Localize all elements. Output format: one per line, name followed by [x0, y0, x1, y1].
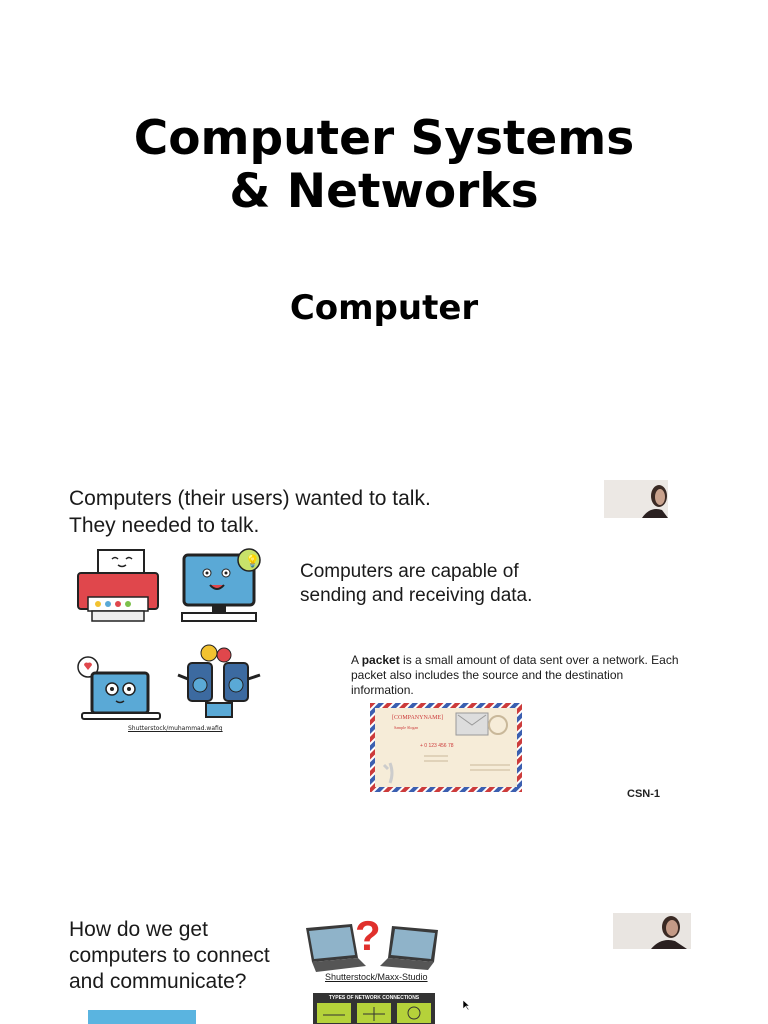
laptop-icon [78, 657, 160, 719]
envelope-slogan: Sample Slogan [394, 725, 419, 730]
printer-icon [78, 550, 158, 621]
laptop-icon [380, 926, 438, 970]
packet-definition [351, 653, 681, 698]
title-line-2: & Networks [229, 164, 539, 219]
blue-box [88, 1010, 196, 1024]
presenter-video-thumbnail[interactable] [604, 480, 668, 518]
envelope-company: [COMPANYNAME] [392, 715, 444, 721]
question-mark-icon: ? [355, 912, 381, 959]
slide-1-heading-line-1: Computers (their users) wanted to talk. [69, 487, 431, 510]
capable-text [300, 560, 532, 608]
slide-1-heading [69, 485, 431, 539]
slide-2-heading: How do we get computers to connect and communicate? [69, 918, 270, 993]
packet-bold-term: packet [361, 653, 400, 667]
svg-text:💡: 💡 [245, 554, 260, 568]
presenter-video-thumbnail-2[interactable] [613, 913, 691, 949]
packet-definition-rest: is a small amount of data sent over a network. Each packet also includes the source and the destination information. [351, 653, 679, 697]
envelope-phone: + 0 123 456 78 [420, 743, 454, 749]
slide-2-image-credit: Shutterstock/Maxx-Studio [325, 972, 428, 982]
page-title [0, 112, 768, 218]
person-icon [604, 480, 668, 518]
packet-prefix: A [351, 653, 362, 667]
network-diagram-icon [313, 1001, 435, 1023]
slide-code: CSN-1 [627, 788, 661, 800]
capable-line-2: sending and receiving data. [300, 585, 533, 606]
network-types-diagram [313, 993, 435, 1024]
title-line-1: Computer Systems [133, 111, 635, 166]
slide-1-heading-line-2: They needed to talk. [69, 514, 260, 537]
capable-line-1: Computers are capable of [300, 561, 519, 582]
diagram-title: TYPES OF NETWORK CONNECTIONS [328, 995, 420, 1001]
envelope-image [370, 703, 522, 792]
person-icon [613, 913, 691, 949]
slide-1-image-credit: Shutterstock/muhammad.wafiq [128, 725, 223, 732]
page-subtitle: Computer [289, 288, 479, 328]
devices-illustration [74, 545, 274, 723]
speakers-icon [178, 645, 260, 717]
monitor-icon [182, 549, 260, 621]
cursor-icon [462, 999, 470, 1011]
